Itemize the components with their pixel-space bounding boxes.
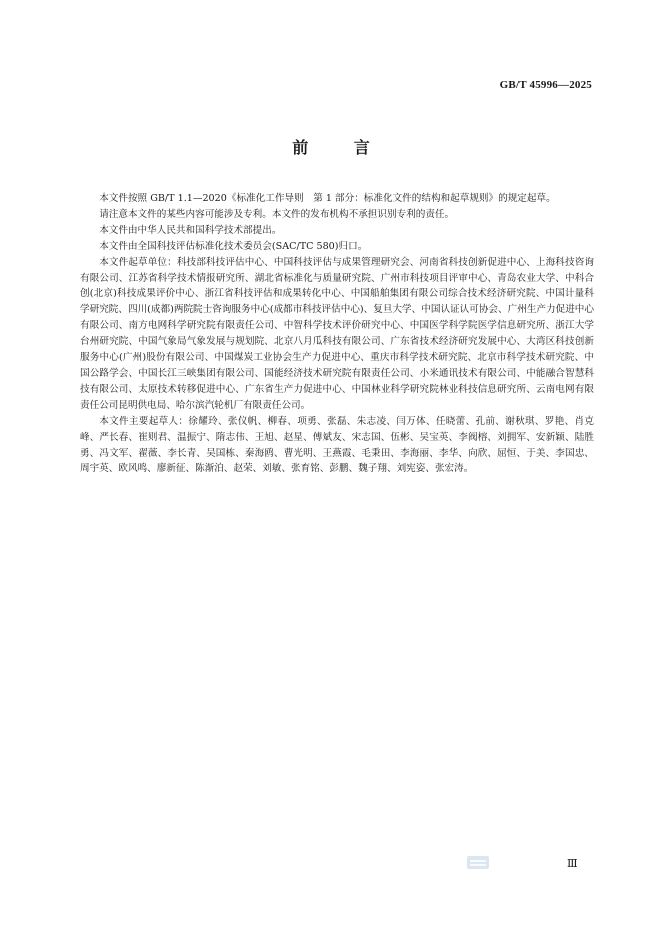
paragraph-proposer: 本文件由中华人民共和国科学技术部提出。 — [99, 224, 282, 236]
publisher-logo-icon — [467, 856, 489, 869]
paragraph-technical-committee: 本文件由全国科技评估标准化技术委员会(SAC/TC 580)归口。 — [99, 240, 368, 252]
paragraph-drafters: 本文件主要起草人：徐耀玲、张仪帆、柳春、项勇、张磊、朱志凌、闫万体、任晓蕾、孔前、谢秋琪、罗艳、肖克峰、严长春、崔则君、温振宁、隋志伟、王旭、赵星、傅斌友、宋志国、伍彬、吴宝英、李阀榕、刘拥军、安新颖、陆胜勇、冯文军、翟薇、李长青、吴国栋、秦海鸥、曹光明、王燕霞、毛秉田、李海丽、李华、向欣、屈恒、于美、李国忠、周宇英、欧风鸣、廖新征、陈渐泊、赵荣、刘敏、张育铭、彭鹏、魏子翔、刘宪姿、张宏涛。 — [80, 415, 594, 475]
paragraph-patent-notice: 请注意本文件的某些内容可能涉及专利。本文件的发布机构不承担识别专利的责任。 — [99, 208, 455, 220]
foreword-body — [80, 191, 594, 477]
paragraph-drafting-rules: 本文件按照 GB/T 1.1—2020《标准化工作导则 第 1 部分：标准化文件的结构和起草规则》的规定起草。 — [99, 193, 556, 204]
paragraph-drafting-organizations: 本文件起草单位：科技部科技评估中心、中国科技评估与成果管理研究会、河南省科技创新促进中心、上海科技咨询有限公司、江苏省科学技术情报研究所、湖北省标准化与质量研究院、广州市科技项目评审中心、青岛农业大学、中科合创(北京)科技成果评价中心、浙江省科技评估和成果转化中心、中国船舶集团有限公司综合技术经济研究院、中国计量科学研究院、四川(成都)两院院士咨询服务中心(成都市科技评估中心)、复旦大学、中国认证认可协会、广州生产力促进中心有限公司、南方电网科学研究院有限责任公司、中智科学技术评价研究中心、中国医学科学院医学信息研究所、浙江大学台州研究院、中国气象局气象发展与规划院、北京八月瓜科技有限公司、广东省技术经济研究发展中心、大湾区科技创新服务中心(广州)股份有限公司、中国煤炭工业协会生产力促进中心、重庆市科学技术研究院、北京市科学技术研究院、中国公路学会、中国长江三峡集团有限公司、国能经济技术研究院有限责任公司、小米通讯技术有限公司、中能融合智慧科技有限公司、太原技术转移促进中心、广东省生产力促进中心、中国林业科学研究院林业科技信息研究所、云南电网有限责任公司昆明供电局、哈尔滨汽轮机厂有限责任公司。 — [80, 256, 594, 411]
page-number: Ⅲ — [567, 858, 578, 870]
standard-code: GB/T 45996—2025 — [499, 79, 592, 91]
page-title: 前 言 — [292, 138, 390, 157]
